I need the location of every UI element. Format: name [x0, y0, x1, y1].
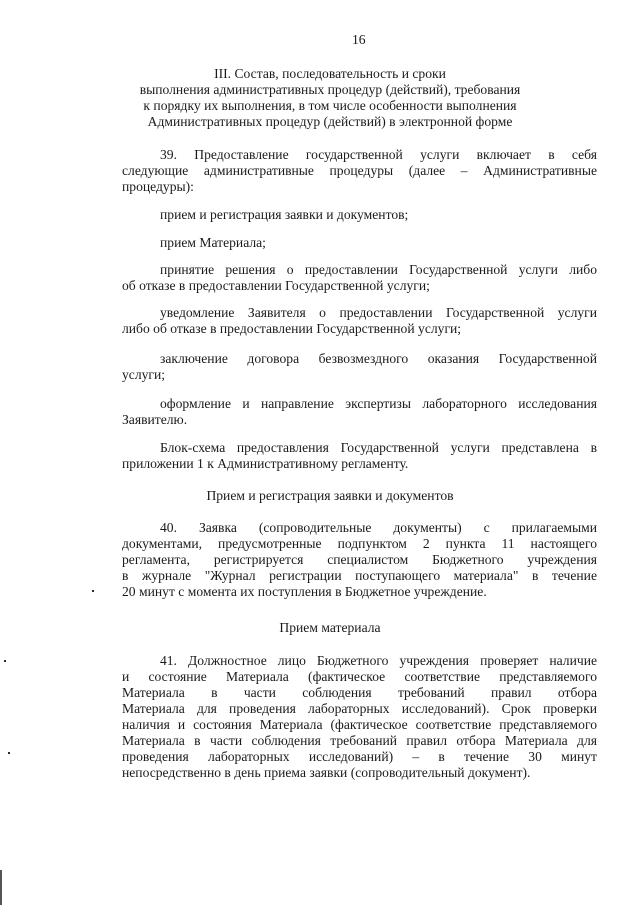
scan-edge-mark — [0, 870, 2, 905]
section-title-line: Административных процедур (действий) в электронной форме — [147, 114, 513, 129]
page-number: 16 — [352, 32, 366, 47]
scan-speck — [4, 660, 6, 662]
text-line: процедуры): — [122, 179, 194, 194]
text-line: документами, предусмотренные подпунктом 2 пункта 11 настоящего — [122, 536, 597, 551]
text-line: 39. Предоставление государственной услуги включает в себя — [160, 147, 597, 162]
text-line: непосредственно в день приема заявки (сопроводительный документ). — [122, 765, 531, 780]
text-line: Материала для проведения лабораторных исследований). Срок проверки — [122, 701, 597, 716]
text-line: 20 минут с момента их поступления в Бюджетное учреждение. — [122, 584, 487, 599]
text-line: уведомление Заявителя о предоставлении Государственной услуги — [160, 305, 597, 320]
text-line: заключение договора безвозмездного оказания Государственной — [160, 351, 597, 366]
text-line: проведения лабораторных исследований) – в течение 30 минут — [122, 749, 597, 764]
text-line: услуги; — [122, 367, 166, 382]
text-line: Заявителю. — [122, 412, 188, 427]
text-line: Материала в части соблюдения требований правил отбора — [122, 685, 597, 700]
text-line: приложении 1 к Административному регламенту. — [122, 456, 409, 471]
section-title-line: к порядку их выполнения, в том числе особенности выполнения — [143, 98, 517, 113]
section-title-line: выполнения административных процедур (действий), требования — [139, 82, 521, 97]
scan-speck — [8, 752, 10, 754]
text-line: и состояние Материала (фактическое соответствие представляемого — [122, 669, 597, 684]
section-title-line: III. Состав, последовательность и сроки — [214, 66, 446, 81]
procedure-item: прием и регистрация заявки и документов; — [160, 207, 409, 222]
text-line: принятие решения о предоставлении Государственной услуги либо — [160, 262, 597, 277]
subheading-material: Прием материала — [279, 620, 381, 635]
text-line: об отказе в предоставлении Государственной услуги; — [122, 278, 430, 293]
text-line: 41. Должностное лицо Бюджетного учреждения проверяет наличие — [160, 653, 597, 668]
text-line: наличия и состояния Материала (фактическое соответствие представляемого — [122, 717, 597, 732]
text-line: оформление и направление экспертизы лабораторного исследования — [160, 396, 597, 411]
scan-speck — [92, 590, 94, 592]
subheading-registration: Прием и регистрация заявки и документов — [206, 488, 454, 503]
text-line: в журнале "Журнал регистрации поступающего материала" в течение — [122, 568, 597, 583]
text-line: следующие административные процедуры (далее – Административные — [122, 163, 597, 178]
text-line: либо об отказе в предоставлении Государственной услуги; — [122, 321, 462, 336]
procedure-item: прием Материала; — [160, 235, 266, 250]
text-line: регламента, регистрируется специалистом Бюджетного учреждения — [122, 552, 597, 567]
text-line: 40. Заявка (сопроводительные документы) с прилагаемыми — [160, 520, 597, 535]
text-line: Блок-схема предоставления Государственной услуги представлена в — [160, 440, 597, 455]
text-line: Материала в части соблюдения требований правил отбора Материала для — [122, 733, 597, 748]
